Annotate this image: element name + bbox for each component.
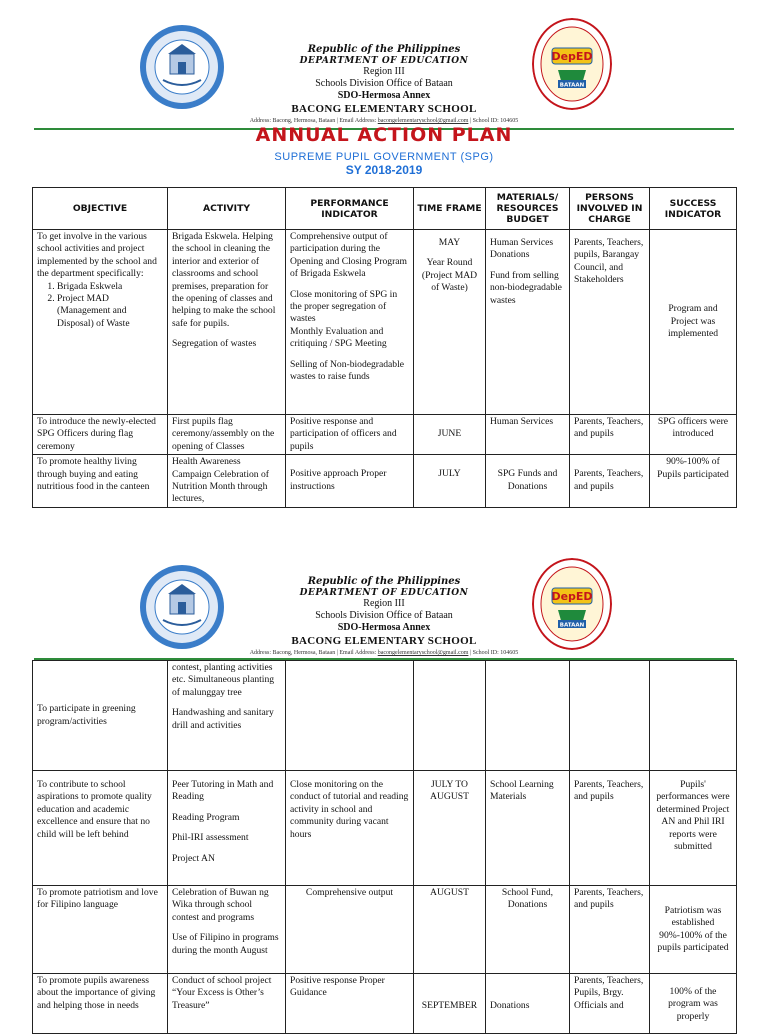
department-line: DEPARTMENT OF EDUCATION <box>299 588 469 598</box>
time-text: MAY <box>438 237 461 248</box>
department-line: DEPARTMENT OF EDUCATION <box>299 56 469 66</box>
activity-text: Project AN <box>172 852 215 864</box>
school-year: SY 2018-2019 <box>345 163 423 177</box>
objective-cell: To promote patriotism and love for Filipino language <box>33 886 168 974</box>
table-row <box>33 974 737 1034</box>
deped-logo-text: DepED <box>551 590 593 603</box>
materials-cell <box>486 661 570 771</box>
success-text: Program and Project was implemented <box>667 303 719 340</box>
activity-cell: Health Awareness Campaign Celebration of Nutrition Month through lectures, <box>168 455 286 508</box>
success-cell: Patriotism was established 90%-100% of the pupils participated <box>650 886 737 974</box>
objective-cell: To participate in greening program/activities <box>33 661 168 771</box>
indicator-text: Selling of Non-biodegradable wastes to raise funds <box>290 358 405 383</box>
table-row <box>33 661 737 771</box>
success-cell <box>650 230 737 415</box>
activity-cell <box>168 230 286 415</box>
activity-text: Reading Program <box>172 811 240 823</box>
persons-cell: Parents, Teachers, Pupils, Brgy. Officials and <box>570 974 650 1034</box>
activity-text: Segregation of wastes <box>172 338 257 350</box>
activity-text: Peer Tutoring in Math and Reading <box>172 779 274 803</box>
success-cell <box>650 661 737 771</box>
materials-cell: Human Services <box>486 415 570 455</box>
region-line: Region III <box>363 598 405 609</box>
activity-cell <box>168 886 286 974</box>
email-link[interactable]: bacongelementaryschool@gmail.com <box>377 118 469 124</box>
document-title: ANNUAL ACTION PLAN <box>255 124 513 146</box>
success-cell: Pupils' performances were determined Project AN and Phil IRI reports were submitted <box>650 771 737 886</box>
activity-cell: First pupils flag ceremony/assembly on the opening of Classes <box>168 415 286 455</box>
activity-text: Handwashing and sanitary drill and activities <box>172 707 274 731</box>
page-gap <box>0 512 768 556</box>
materials-text: Fund from selling non-biodegradable wastes <box>490 269 562 306</box>
document-page-2 <box>0 556 768 1024</box>
indicator-cell: Positive approach Proper instructions <box>286 455 414 508</box>
success-cell: SPG officers were introduced <box>650 415 737 455</box>
document-subtitle: SUPREME PUPIL GOVERNMENT (SPG) <box>274 151 494 163</box>
activity-text: Use of Filipino in programs during the month August <box>172 932 279 956</box>
persons-cell: Parents, Teachers, and pupils <box>570 886 650 974</box>
objective-cell: To promote pupils awareness about the importance of giving and helping those in needs <box>33 974 168 1034</box>
action-plan-table <box>32 187 737 508</box>
time-cell: JULY TO AUGUST <box>414 771 486 886</box>
objective-cell: To promote healthy living through buying and eating nutritious food in the canteen <box>33 455 168 508</box>
persons-cell <box>570 661 650 771</box>
objective-cell <box>33 230 168 415</box>
indicator-cell: Close monitoring on the conduct of tutorial and reading activity in school and community during vacant hours <box>286 771 414 886</box>
success-cell: 90%-100% of Pupils participated <box>650 455 737 508</box>
indicator-text: Comprehensive output of participation during the Opening and Closing Program of Brigada Eskwela <box>290 231 407 280</box>
activity-cell <box>168 661 286 771</box>
materials-cell <box>486 230 570 415</box>
indicator-cell <box>286 230 414 415</box>
time-cell <box>414 661 486 771</box>
materials-text: Human Services Donations <box>490 237 554 261</box>
header-persons: PERSONS INVOLVED IN CHARGE <box>570 188 650 230</box>
indicator-cell: Comprehensive output <box>286 886 414 974</box>
address-text: Address: Bacong, Hermosa, Bataan | Email Address: <box>249 650 377 656</box>
objective-cell: To introduce the newly-elected SPG Officers during flag ceremony <box>33 415 168 455</box>
region-line: Region III <box>363 66 405 77</box>
persons-cell: Parents, Teachers, and pupils <box>570 771 650 886</box>
indicator-cell: Positive response Proper Guidance <box>286 974 414 1034</box>
activity-text: Brigada Eskwela. Helping the school in cleaning the interior and exterior of classrooms and school premises, preparation for the opening of classes and helping to make the school safe for pupils. <box>172 231 276 329</box>
objective-text: To get involve in the various school activities and project implemented by the school and the department specifically: <box>37 231 157 280</box>
time-cell: JUNE <box>414 415 486 455</box>
address-text: Address: Bacong, Hermosa, Bataan | Email Address: <box>249 118 377 124</box>
action-plan-table <box>32 660 737 1034</box>
activity-text: Phil-IRI assessment <box>172 832 249 844</box>
table-row <box>33 771 737 886</box>
document-page-1 <box>0 0 768 512</box>
materials-cell: School Learning Materials <box>486 771 570 886</box>
indicator-text: Close monitoring of SPG in the proper segregation of wastes <box>290 288 398 325</box>
republic-line: Republic of the Philippines <box>307 576 461 587</box>
annex-line: SDO-Hermosa Annex <box>337 90 431 101</box>
activity-text: Celebration of Buwan ng Wika through school contest and programs <box>172 887 269 923</box>
materials-cell: Donations <box>486 974 570 1034</box>
success-cell: 100% of the program was properly <box>650 974 737 1034</box>
list-item: 1. Brigada Eskwela <box>57 281 163 293</box>
header-materials: MATERIALS/ RESOURCES BUDGET <box>486 188 570 230</box>
persons-cell: Parents, Teachers, and pupils <box>570 415 650 455</box>
indicator-text: Monthly Evaluation and critiquing / SPG Meeting <box>290 325 387 350</box>
objective-list <box>37 281 163 331</box>
materials-cell: School Fund, Donations <box>486 886 570 974</box>
division-line: Schools Division Office of Bataan <box>315 78 453 89</box>
time-cell: JULY <box>414 455 486 508</box>
header-performance-indicator: PERFORMANCE INDICATOR <box>286 188 414 230</box>
email-link[interactable]: bacongelementaryschool@gmail.com <box>377 650 469 656</box>
indicator-cell <box>286 661 414 771</box>
school-name: BACONG ELEMENTARY SCHOOL <box>291 103 477 115</box>
time-cell <box>414 230 486 415</box>
time-cell: SEPTEMBER <box>414 974 486 1034</box>
school-id: | School ID: 104605 <box>469 118 519 124</box>
time-cell: AUGUST <box>414 886 486 974</box>
annex-line: SDO-Hermosa Annex <box>337 622 431 633</box>
table-row <box>33 230 737 415</box>
materials-cell: SPG Funds and Donations <box>486 455 570 508</box>
persons-text: Parents, Teachers, pupils, Barangay Council, and Stakeholders <box>574 237 644 286</box>
school-name: BACONG ELEMENTARY SCHOOL <box>291 635 477 647</box>
persons-cell <box>570 230 650 415</box>
address-line <box>0 650 768 656</box>
header-time-frame: TIME FRAME <box>414 188 486 230</box>
activity-text: contest, planting activities etc. Simultaneous planting of malunggay tree <box>172 662 275 698</box>
header-success: SUCCESS INDICATOR <box>650 188 737 230</box>
republic-line: Republic of the Philippines <box>307 44 461 55</box>
header-activity: ACTIVITY <box>168 188 286 230</box>
objective-cell: To contribute to school aspirations to promote quality education and academic excellence and ensure that no child will be left behind <box>33 771 168 886</box>
persons-cell: Parents, Teachers, and pupils <box>570 455 650 508</box>
table-header-row <box>33 188 737 230</box>
division-line: Schools Division Office of Bataan <box>315 610 453 621</box>
table-row <box>33 455 737 508</box>
header-objective: OBJECTIVE <box>33 188 168 230</box>
school-id: | School ID: 104605 <box>469 650 519 656</box>
table-row <box>33 415 737 455</box>
table-row <box>33 886 737 974</box>
activity-cell <box>168 771 286 886</box>
activity-cell: Conduct of school project “Your Excess is Other’s Treasure” <box>168 974 286 1034</box>
bataan-label: BATAAN <box>559 622 585 629</box>
deped-logo-text: DepED <box>551 50 593 63</box>
indicator-cell: Positive response and participation of officers and pupils <box>286 415 414 455</box>
list-item: 2. Project MAD (Management and Disposal) of Waste <box>57 293 163 330</box>
time-text: Year Round (Project MAD of Waste) <box>421 257 478 294</box>
bataan-label: BATAAN <box>559 82 585 89</box>
